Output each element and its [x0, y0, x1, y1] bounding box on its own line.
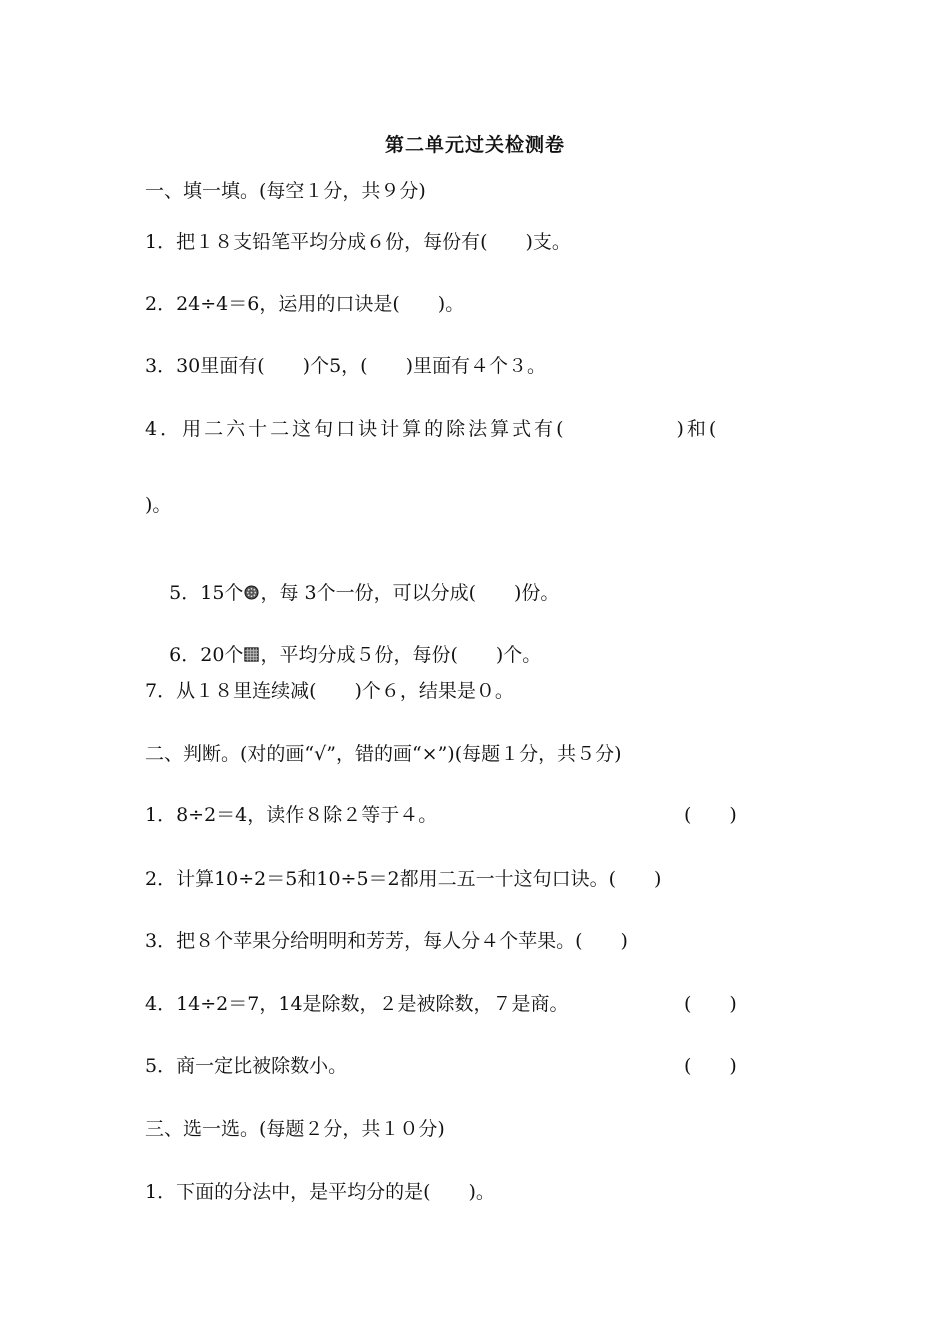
s1-question-5-post: ，每 3个一份，可以分成( )份。: [260, 582, 560, 604]
section3-heading: 三、选一选。(每题２分，共１０分): [145, 1118, 445, 1140]
s2-question-5: 5．商一定比被除数小。: [145, 1055, 348, 1077]
s1-question-4: 4．用二六十二这句口诀计算的除法算式有( )和(: [145, 418, 720, 440]
circle-dot-icon: [244, 585, 259, 600]
s1-question-1: 1．把１８支铅笔平均分成６份，每份有( )支。: [145, 231, 571, 253]
answer-paren: ( ): [684, 804, 737, 826]
s2-question-2: 2．计算10÷2＝5和10÷5＝2都用二五一十这句口诀。( ): [145, 868, 662, 890]
s1-question-6-pre: 6．20个: [169, 644, 244, 666]
s1-question-7: 7．从１８里连续减( )个６，结果是０。: [145, 680, 514, 702]
s2-question-4: 4．14÷2＝7，14是除数，２是被除数，７是商。: [145, 993, 569, 1015]
section2-heading: 二、判断。(对的画“√”，错的画“×”)(每题１分，共５分): [145, 743, 622, 765]
square-grid-icon: [244, 647, 259, 662]
answer-paren: ( ): [684, 993, 737, 1015]
s3-question-1: 1．下面的分法中，是平均分的是( )。: [145, 1181, 495, 1203]
s1-question-6-post: ，平均分成５份，每份( )个。: [260, 644, 542, 666]
s2-question-3: 3．把８个苹果分给明明和芳芳，每人分４个苹果。( ): [145, 930, 628, 952]
s1-question-2: 2．24÷4＝6，运用的口诀是( )。: [145, 293, 465, 315]
page-title: 第二单元过关检测卷: [384, 134, 565, 156]
section1-heading: 一、填一填。(每空１分，共９分): [145, 180, 426, 202]
s2-question-1: 1．8÷2＝4，读作８除２等于４。: [145, 804, 438, 826]
answer-paren: ( ): [684, 1055, 737, 1077]
s1-question-5-pre: 5．15个: [169, 582, 244, 604]
s1-question-4-cont: )。: [145, 494, 172, 516]
s1-question-3: 3．30里面有( )个5，( )里面有４个３。: [145, 355, 547, 377]
